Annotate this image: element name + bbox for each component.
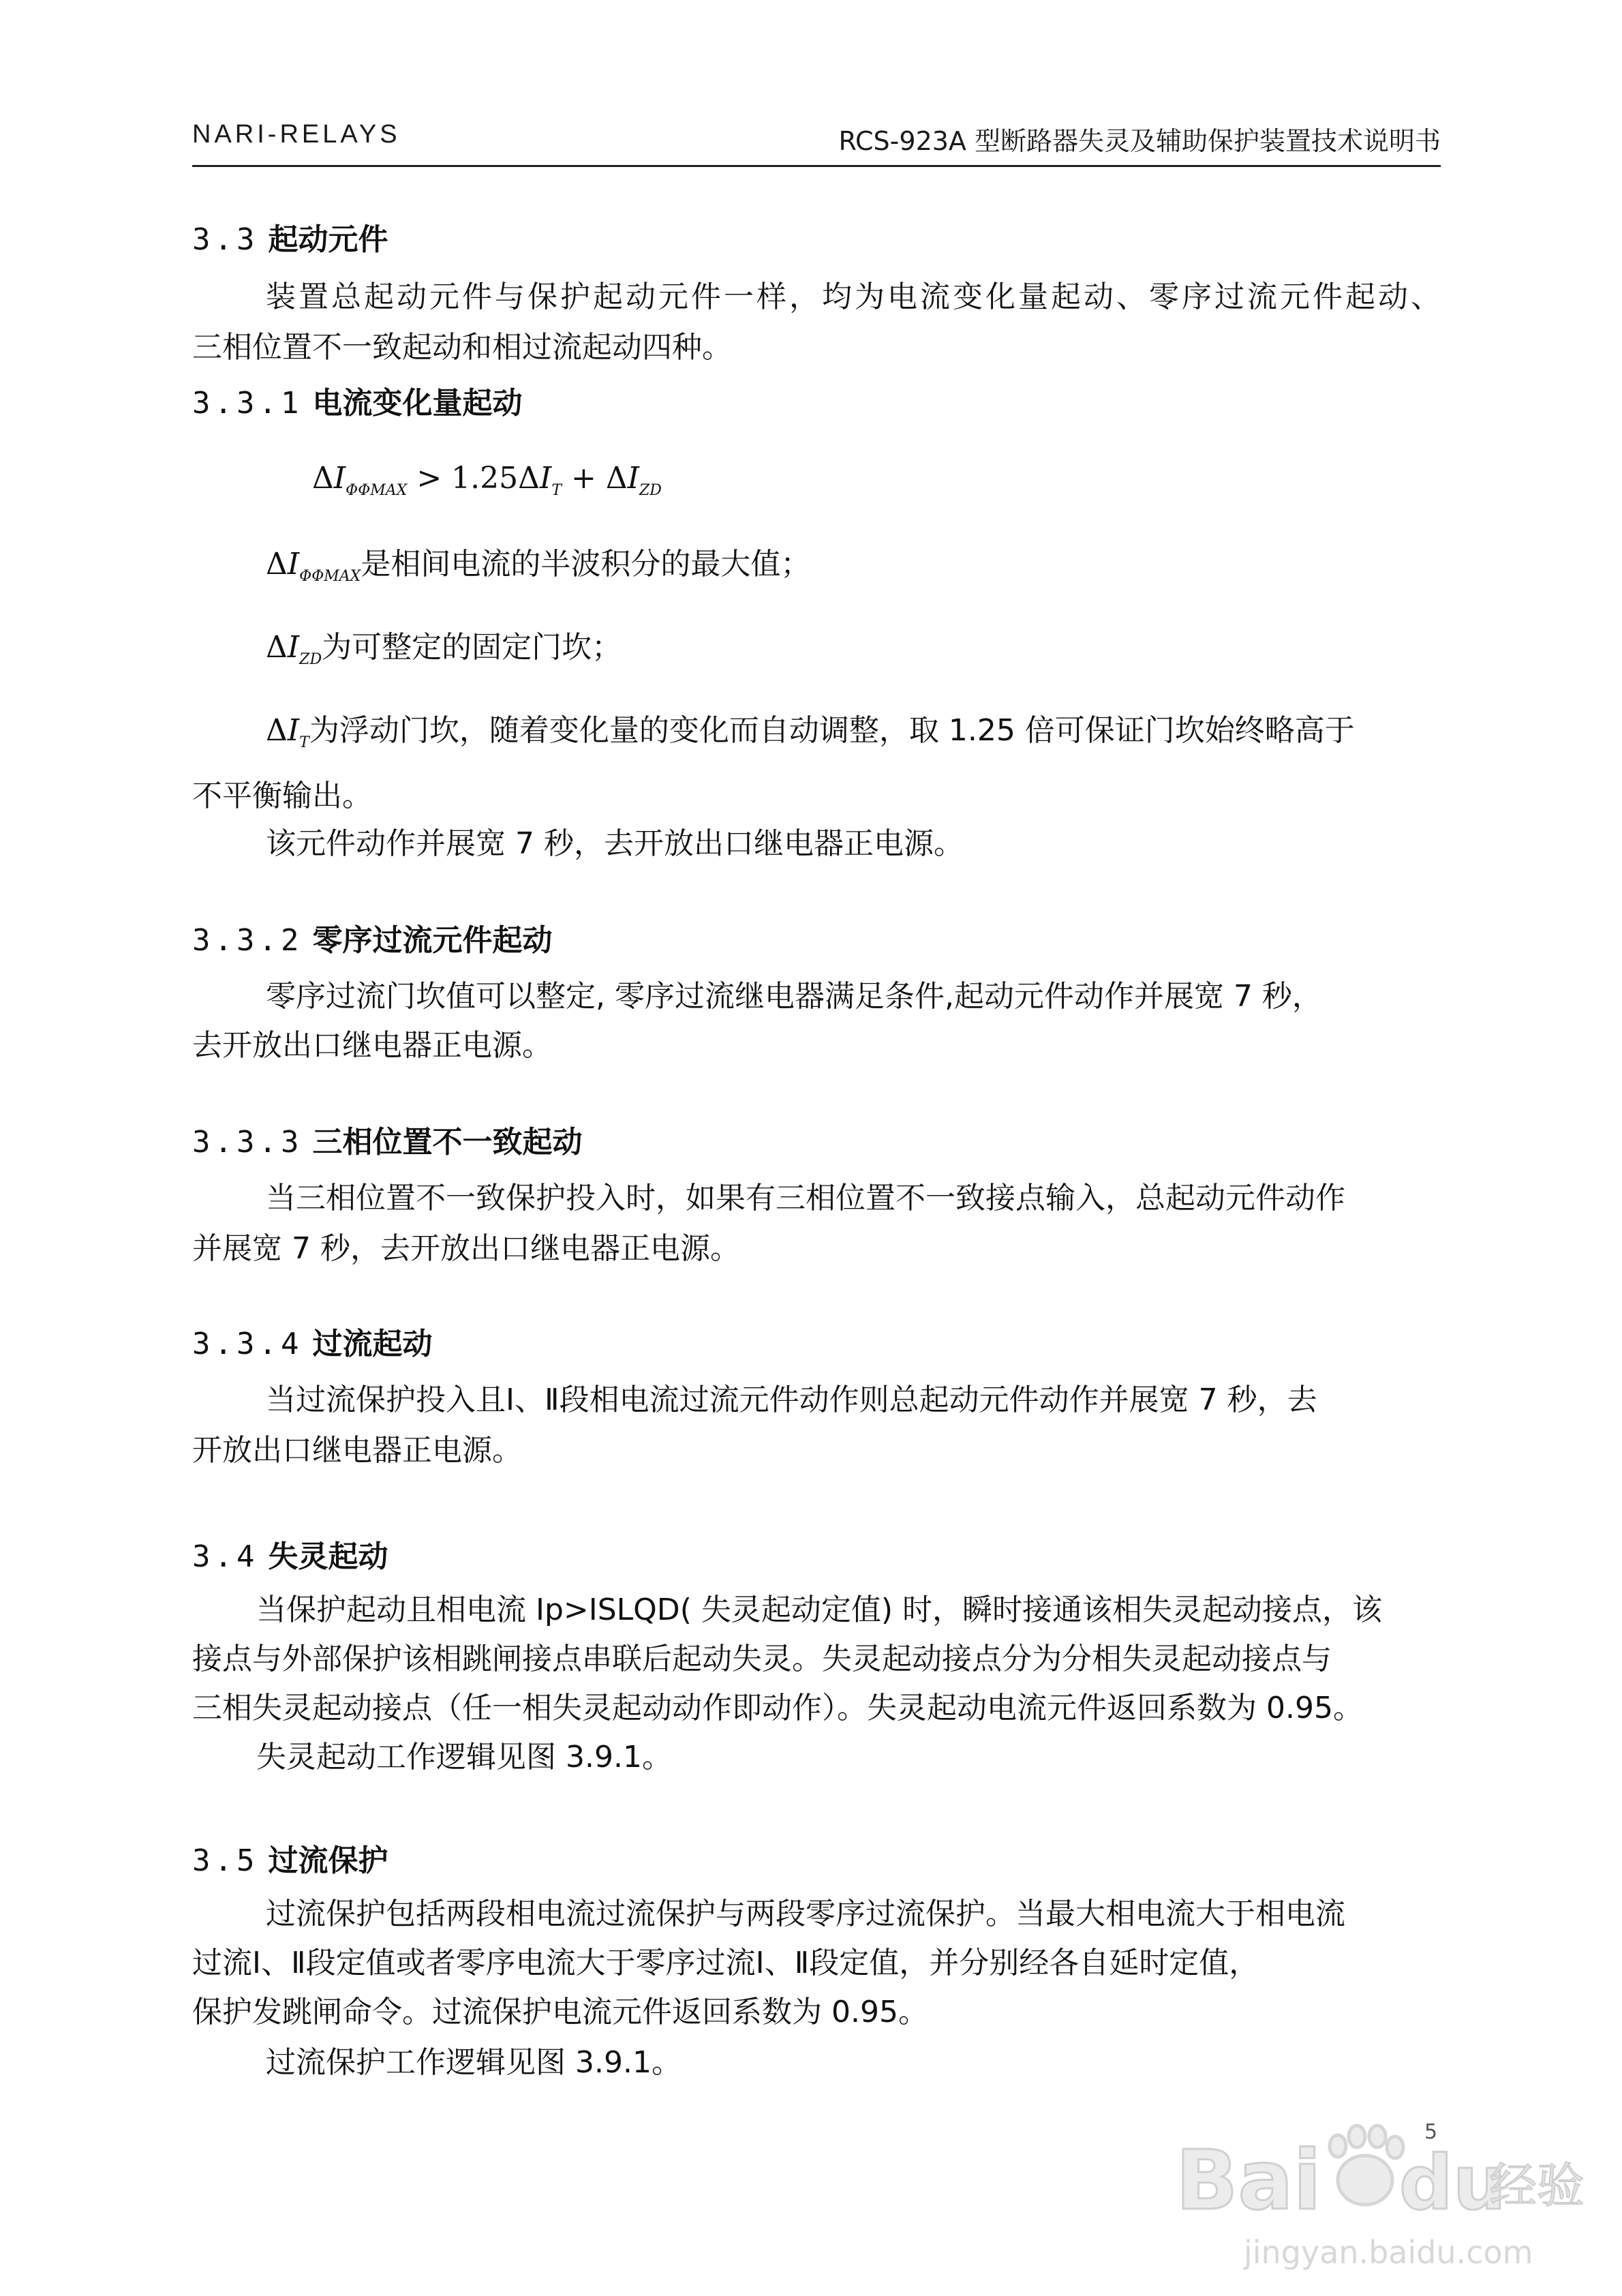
paragraph-line: 装置总起动元件与保护起动元件一样，均为电流变化量起动、零序过流元件起动、 (266, 280, 1441, 314)
paragraph-line: 当保护起动且相电流 Ip>ISLQD( 失灵起动定值) 时，瞬时接通该相失灵起动接点，该 (256, 1592, 1382, 1627)
paragraph-line: 过流保护包括两段相电流过流保护与两段零序过流保护。当最大相电流大于相电流 (266, 1897, 1345, 1931)
paragraph-line: 三相位置不一致起动和相过流起动四种。 (192, 330, 732, 365)
section-number: 3.3.2 (192, 923, 303, 958)
svg-text:du: du (1399, 2139, 1507, 2226)
section-number: 3.3.1 (192, 386, 303, 421)
paragraph-line: 不平衡输出。 (192, 779, 372, 813)
section-title: 起动元件 (268, 222, 388, 257)
watermark-url: jingyan.baidu.com (1244, 2234, 1533, 2271)
paragraph-line: 并展宽 7 秒，去开放出口继电器正电源。 (192, 1231, 740, 1266)
section-3-4-heading (192, 1539, 388, 1574)
section-title: 过流起动 (312, 1327, 433, 1361)
section-3-3-1-heading (192, 386, 523, 421)
paragraph-line: 三相失灵起动接点（任一相失灵起动动作即动作）。失灵起动电流元件返回系数为 0.95。 (192, 1691, 1363, 1725)
section-3-3-2-heading (192, 923, 553, 958)
definition-delta-i-t: $\Delta I_T$为浮动门坎，随着变化量的变化而自动调整，取 1.25 倍可保证门坎始终略高于 (266, 713, 1355, 751)
symbol-delta-i-phph: $\Delta I_{\Phi\Phi MAX}$ (266, 547, 361, 585)
formula-start-condition: $\Delta I_{\Phi\Phi MAX} > 1.25\Delta I_T + \Delta I_{ZD}$ (312, 461, 662, 499)
symbol-delta-i-t: $\Delta I_T$ (266, 713, 309, 751)
baidu-jingyan-watermark (1162, 2106, 1585, 2284)
paragraph-line: 该元件动作并展宽 7 秒，去开放出口继电器正电源。 (266, 826, 964, 861)
paragraph-line: 失灵起动工作逻辑见图 3.9.1。 (256, 1740, 672, 1774)
section-number: 3.4 (192, 1539, 259, 1574)
paw-icon (1330, 2126, 1403, 2205)
definition-delta-i-zd: $\Delta I_{ZD}$为可整定的固定门坎； (266, 630, 622, 668)
section-number: 3.3.4 (192, 1327, 303, 1361)
header-company: NARI-RELAYS (192, 120, 401, 149)
section-title: 三相位置不一致起动 (312, 1125, 583, 1160)
watermark-cn: 经验 (1489, 2158, 1585, 2214)
section-3-3-4-heading (192, 1329, 432, 1359)
paragraph-line: 过流Ⅰ、Ⅱ段定值或者零序电流大于零序过流Ⅰ、Ⅱ段定值，并分别经各自延时定值， (192, 1946, 1259, 1980)
paragraph-line: 保护发跳闸命令。过流保护电流元件返回系数为 0.95。 (192, 1995, 928, 2029)
header-divider (192, 165, 1441, 167)
paragraph-line: 过流保护工作逻辑见图 3.9.1。 (266, 2045, 682, 2080)
paragraph-line: 当过流保护投入且Ⅰ、Ⅱ段相电流过流元件动作则总起动元件动作并展宽 7 秒，去 (266, 1383, 1317, 1417)
paragraph-line: 接点与外部保护该相跳闸接点串联后起动失灵。失灵起动接点分为分相失灵起动接点与 (192, 1642, 1332, 1676)
section-title: 失灵起动 (268, 1539, 388, 1574)
section-title: 过流保护 (268, 1843, 388, 1878)
paragraph-line: 当三相位置不一致保护投入时，如果有三相位置不一致接点输入，总起动元件动作 (266, 1181, 1345, 1215)
section-3-3-heading (192, 222, 388, 257)
paragraph-line: 开放出口继电器正电源。 (192, 1433, 522, 1468)
section-title: 零序过流元件起动 (312, 923, 553, 958)
section-number: 3.3 (192, 222, 259, 257)
symbol-delta-i-zd: $\Delta I_{ZD}$ (266, 630, 322, 668)
section-number: 3.3.3 (192, 1125, 303, 1160)
section-number: 3.5 (192, 1843, 259, 1878)
section-3-5-heading (192, 1843, 388, 1878)
definition-delta-i-phph: $\Delta I_{\Phi\Phi MAX}$是相间电流的半波积分的最大值； (266, 547, 811, 585)
watermark-brand: Bai (1176, 2134, 1321, 2229)
header-document-title: RCS-923A 型断路器失灵及辅助保护装置技术说明书 (838, 126, 1441, 156)
page-number: 5 (1424, 2120, 1438, 2144)
section-title: 电流变化量起动 (312, 386, 523, 421)
paragraph-line: 去开放出口继电器正电源。 (192, 1028, 552, 1063)
paragraph-line: 零序过流门坎值可以整定, 零序过流继电器满足条件,起动元件动作并展宽 7 秒， (266, 979, 1322, 1014)
section-3-3-3-heading (192, 1125, 583, 1160)
